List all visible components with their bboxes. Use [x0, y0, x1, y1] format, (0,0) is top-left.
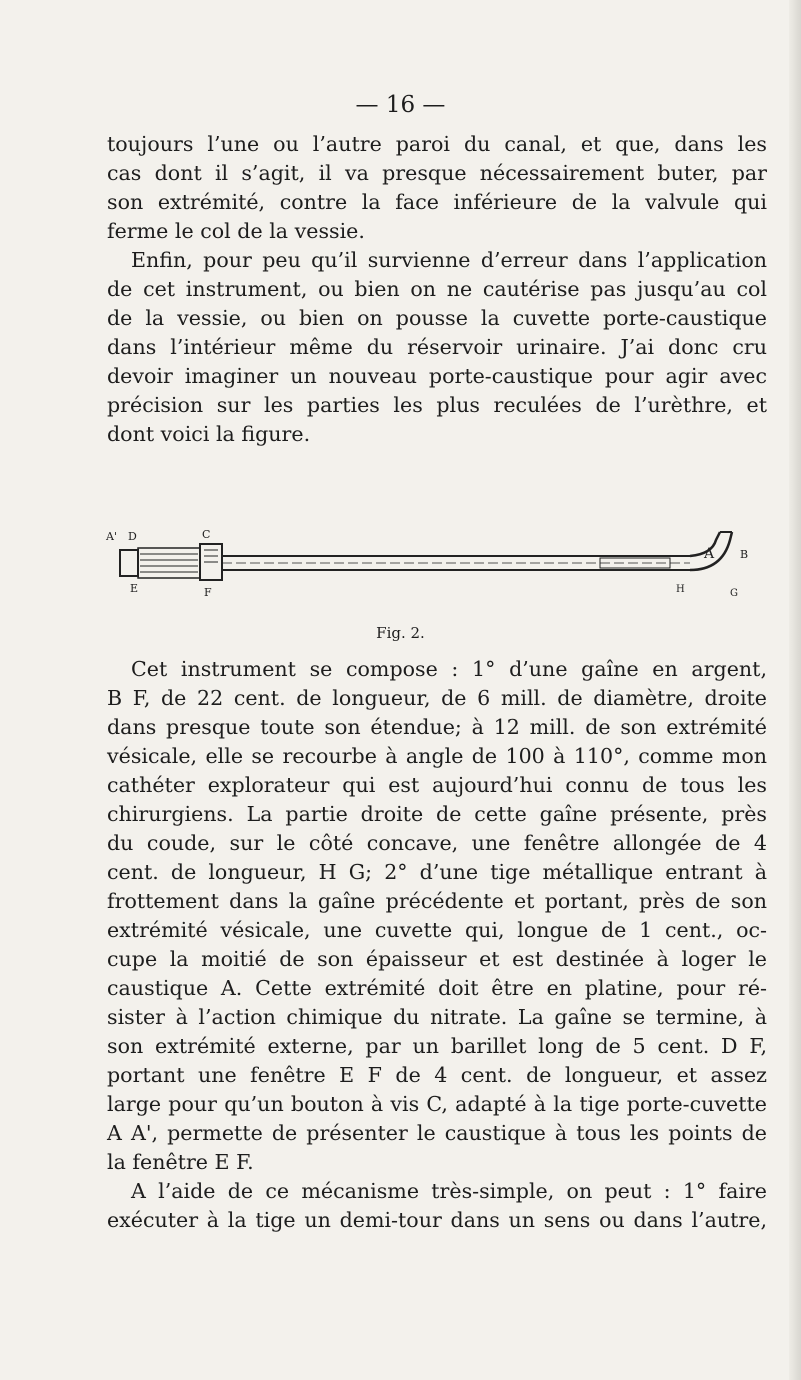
text-line: cent. de longueur, H G; 2° d’une tige métallique entrant à	[107, 860, 767, 884]
text-line: son extrémité, contre la face inférieure de la valvule qui	[107, 190, 767, 214]
label-c: C	[202, 528, 211, 541]
text-line: cas dont il s’agit, il va presque nécessairement buter, par	[107, 161, 767, 185]
label-g: G	[730, 588, 738, 599]
text-line: de la vessie, ou bien on pousse la cuvette porte-caustique	[107, 306, 767, 330]
text-line: exécuter à la tige un demi-tour dans un sens ou dans l’autre,	[107, 1208, 767, 1232]
text-line: la fenêtre E F.	[107, 1150, 254, 1174]
barrel-ring	[120, 550, 138, 576]
text-line: caustique A. Cette extrémité doit être en platine, pour ré-	[107, 976, 767, 1000]
text-line: Cet instrument se compose : 1° d’une gaîne en argent,	[131, 657, 767, 681]
label-h: H	[676, 584, 685, 595]
text-block-bottom	[107, 655, 767, 1235]
text-line: dans presque toute son étendue; à 12 mill. de son extrémité	[107, 715, 767, 739]
text-line: A A', permette de présenter le caustique à tous les points de	[107, 1121, 767, 1145]
text-line: de cet instrument, ou bien on ne cautérise pas jusqu’au col	[107, 277, 767, 301]
text-line: A l’aide de ce mécanisme très-simple, on peut : 1° faire	[131, 1179, 767, 1203]
text-line: cupe la moitié de son épaisseur et est destinée à loger le	[107, 947, 767, 971]
text-line: devoir imaginer un nouveau porte-caustique pour agir avec	[107, 364, 767, 388]
label-a-prime: A'	[106, 530, 117, 543]
text-line: frottement dans la gaîne précédente et portant, près de son	[107, 889, 767, 913]
text-line: dans l’intérieur même du réservoir urinaire. J’ai donc cru	[107, 335, 767, 359]
text-line: ferme le col de la vessie.	[107, 219, 365, 243]
text-line: son extrémité externe, par un barillet long de 5 cent. D F,	[107, 1034, 767, 1058]
page-edge	[789, 0, 801, 1380]
label-d: D	[128, 530, 137, 543]
text-block-top	[107, 130, 767, 449]
text-line: Enfin, pour peu qu’il survienne d’erreur dans l’application	[131, 248, 767, 272]
label-f: F	[204, 586, 212, 599]
text-line: portant une fenêtre E F de 4 cent. de longueur, et assez	[107, 1063, 767, 1087]
text-line: large pour qu’un bouton à vis C, adapté à la tige porte-cuvette	[107, 1092, 767, 1116]
figure-caption: Fig. 2.	[376, 624, 425, 642]
text-line: chirurgiens. La partie droite de cette gaîne présente, près	[107, 802, 767, 826]
figure-instrument	[100, 520, 780, 610]
text-line: cathéter explorateur qui est aujourd’hui connu de tous les	[107, 773, 767, 797]
text-line: du coude, sur le côté concave, une fenêtre allongée de 4	[107, 831, 767, 855]
text-line: dont voici la figure.	[107, 422, 311, 446]
label-b: B	[740, 548, 749, 561]
text-line: sister à l’action chimique du nitrate. La gaîne se termine, à	[107, 1005, 767, 1029]
text-line: précision sur les parties les plus reculées de l’urèthre, et	[107, 393, 767, 417]
label-a: A	[704, 546, 715, 562]
label-e: E	[130, 582, 139, 595]
text-line: extrémité vésicale, une cuvette qui, longue de 1 cent., oc-	[107, 918, 767, 942]
barrel	[138, 548, 200, 578]
text-line: B F, de 22 cent. de longueur, de 6 mill. de diamètre, droite	[107, 686, 767, 710]
text-line: toujours l’une ou l’autre paroi du canal, et que, dans les	[107, 132, 767, 156]
page-number: — 16 —	[355, 92, 446, 118]
text-line: vésicale, elle se recourbe à angle de 100 à 110°, comme mon	[107, 744, 767, 768]
